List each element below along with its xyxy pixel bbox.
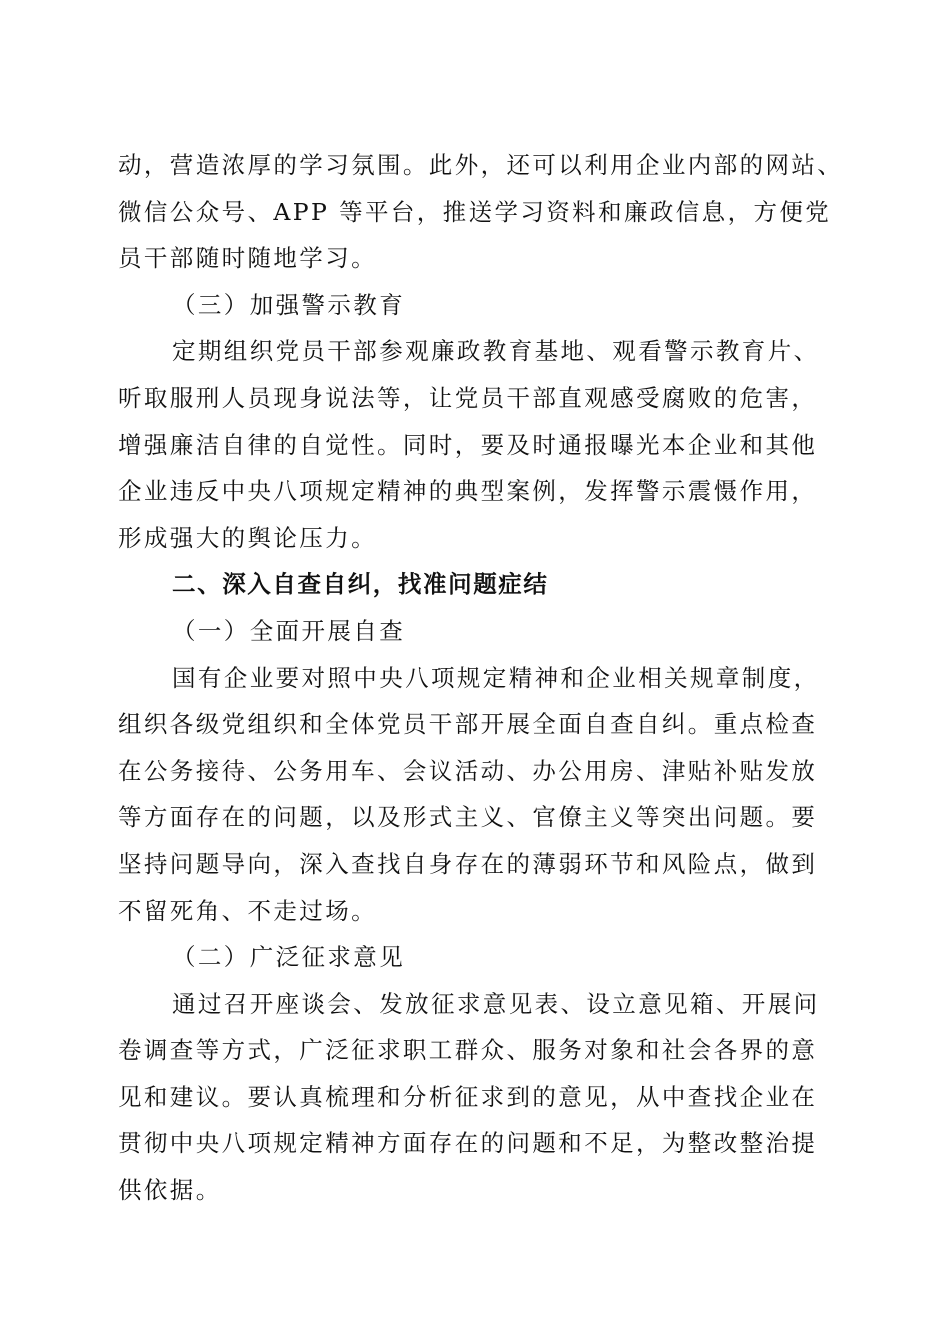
paragraph-self-check bbox=[118, 655, 834, 935]
paragraph-warning-education bbox=[118, 328, 834, 561]
paragraph-line: 通过召开座谈会、发放征求意见表、设立意见箱、开展问 bbox=[172, 989, 820, 1018]
paragraph-line: 见和建议。要认真梳理和分析征求到的意见，从中查找企业在 bbox=[118, 1082, 818, 1111]
subheading-comprehensive-self-check: （一）全面开展自查 bbox=[172, 616, 406, 645]
paragraph-line: 卷调查等方式，广泛征求职工群众、服务对象和社会各界的意 bbox=[118, 1036, 818, 1065]
section-heading-self-inspection: 二、深入自查自纠，找准问题症结 bbox=[172, 570, 549, 599]
paragraph-line: 增强廉洁自律的自觉性。同时，要及时通报曝光本企业和其他 bbox=[118, 430, 818, 459]
paragraph-line: 定期组织党员干部参观廉政教育基地、观看警示教育片、 bbox=[172, 337, 820, 366]
subheading-solicit-opinions: （二）广泛征求意见 bbox=[172, 943, 406, 972]
paragraph-solicit-opinions bbox=[118, 981, 834, 1214]
paragraph-line: 贯彻中央八项规定精神方面存在的问题和不足，为整改整治提 bbox=[118, 1129, 818, 1158]
paragraph-line: 微信公众号、APP 等平台，推送学习资料和廉政信息，方便党 bbox=[118, 197, 832, 226]
paragraph-learning-platforms bbox=[118, 142, 844, 282]
paragraph-line: 等方面存在的问题，以及形式主义、官僚主义等突出问题。要 bbox=[118, 803, 818, 832]
paragraph-line: 组织各级党组织和全体党员干部开展全面自查自纠。重点检查 bbox=[118, 710, 818, 739]
paragraph-line: 在公务接待、公务用车、会议活动、办公用房、津贴补贴发放 bbox=[118, 756, 818, 785]
paragraph-line: 动，营造浓厚的学习氛围。此外，还可以利用企业内部的网站、 bbox=[118, 151, 844, 179]
paragraph-line: 国有企业要对照中央八项规定精神和企业相关规章制度， bbox=[172, 663, 820, 692]
paragraph-line: 坚持问题导向，深入查找自身存在的薄弱环节和风险点，做到 bbox=[118, 849, 818, 878]
subheading-warning-education: （三）加强警示教育 bbox=[172, 290, 406, 319]
paragraph-line: 不留死角、不走过场。 bbox=[118, 896, 377, 925]
paragraph-line: 企业违反中央八项规定精神的典型案例，发挥警示震慑作用， bbox=[118, 477, 818, 506]
document-body bbox=[118, 142, 844, 1214]
paragraph-line: 形成强大的舆论压力。 bbox=[118, 523, 377, 552]
paragraph-line: 听取服刑人员现身说法等，让党员干部直观感受腐败的危害， bbox=[118, 383, 818, 412]
paragraph-line: 供依据。 bbox=[118, 1176, 222, 1205]
paragraph-line: 员干部随时随地学习。 bbox=[118, 244, 377, 273]
